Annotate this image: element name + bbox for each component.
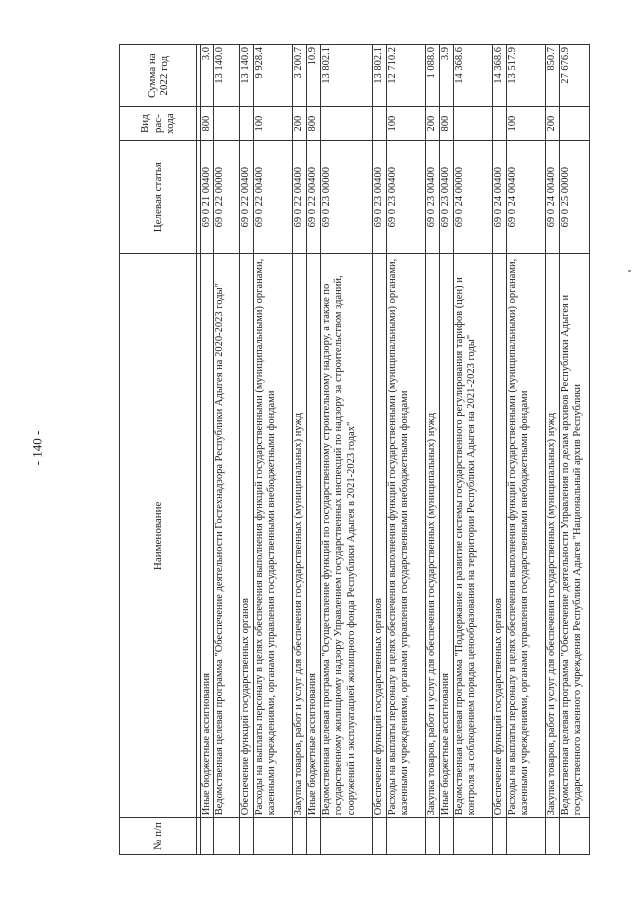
sum-cell: 3.9 bbox=[440, 45, 454, 107]
table-row bbox=[321, 45, 373, 855]
page-number: - 140 - bbox=[29, 430, 45, 466]
table-row bbox=[373, 45, 387, 855]
name-cell: Закупка товаров, работ и услуг для обеспечения государственных (муниципальных) нужд bbox=[546, 254, 560, 818]
header-code: Целевая статья bbox=[120, 140, 197, 254]
sum-cell: 9 928.4 bbox=[254, 45, 293, 107]
num-cell bbox=[507, 818, 546, 855]
header-type: Вид рас-хода bbox=[120, 107, 197, 140]
code-cell: 69 0 23 00400 bbox=[426, 140, 440, 254]
num-cell bbox=[293, 818, 307, 855]
code-cell: 69 0 22 00400 bbox=[293, 140, 307, 254]
type-cell: 800 bbox=[307, 107, 321, 140]
type-cell: 800 bbox=[440, 107, 454, 140]
name-cell: Обеспечение функций государственных органов bbox=[240, 254, 254, 818]
table-row bbox=[240, 45, 254, 855]
sum-cell: 27 676.9 bbox=[560, 45, 590, 107]
code-cell: 69 0 22 00000 bbox=[214, 140, 240, 254]
sum-cell: 12 710.2 bbox=[387, 45, 426, 107]
type-cell: 100 bbox=[254, 107, 293, 140]
code-cell: 69 0 25 00000 bbox=[560, 140, 590, 254]
rotated-page-content bbox=[119, 44, 584, 855]
table-row bbox=[440, 45, 454, 855]
num-cell bbox=[321, 818, 373, 855]
num-cell bbox=[307, 818, 321, 855]
table-row bbox=[254, 45, 293, 855]
code-cell: 69 0 24 00400 bbox=[546, 140, 560, 254]
num-cell bbox=[254, 818, 293, 855]
code-cell: 69 0 24 00400 bbox=[493, 140, 507, 254]
name-cell: Закупка товаров, работ и услуг для обеспечения государственных (муниципальных) нужд bbox=[293, 254, 307, 818]
code-cell: 69 0 22 00400 bbox=[307, 140, 321, 254]
num-cell bbox=[440, 818, 454, 855]
table-row bbox=[493, 45, 507, 855]
name-cell: Ведомственная целевая программа "Обеспечение деятельности Управления по делам архивов Республики Адыгея и государственного казенного учреждения Республики Адыгея "Национальный архив Республики bbox=[560, 254, 590, 818]
sum-cell: 14 368.6 bbox=[454, 45, 493, 107]
sum-cell: 10.9 bbox=[307, 45, 321, 107]
name-cell: Ведомственная целевая программа "Поддержание и развитие системы государственного регулирования тарифов (цен) и контроля за соблюдением порядка ценообразования на территории Республики Адыгея на 2021-2023 годы" bbox=[454, 254, 493, 818]
name-cell: Обеспечение функций государственных органов bbox=[493, 254, 507, 818]
type-cell: 100 bbox=[507, 107, 546, 140]
num-cell bbox=[546, 818, 560, 855]
type-cell: 200 bbox=[546, 107, 560, 140]
table-row bbox=[201, 45, 214, 855]
sum-cell: 850.7 bbox=[546, 45, 560, 107]
type-cell bbox=[321, 107, 373, 140]
num-cell bbox=[387, 818, 426, 855]
sum-cell: 13 802.1 bbox=[373, 45, 387, 107]
table-row bbox=[546, 45, 560, 855]
num-cell bbox=[493, 818, 507, 855]
table-row bbox=[293, 45, 307, 855]
table-row bbox=[387, 45, 426, 855]
budget-table bbox=[119, 44, 590, 855]
table-header-row bbox=[120, 45, 197, 855]
type-cell bbox=[240, 107, 254, 140]
code-cell: 69 0 23 00400 bbox=[387, 140, 426, 254]
code-cell: 69 0 21 00400 bbox=[201, 140, 214, 254]
name-cell: Расходы на выплаты персоналу в целях обеспечения выполнения функций государственными (муниципальными) органами, казенными учреждениями, органами управления государственными внебюджетными фондами bbox=[507, 254, 546, 818]
sum-cell: 1 088.0 bbox=[426, 45, 440, 107]
header-sum: Сумма на 2022 год bbox=[120, 45, 197, 107]
sum-cell: 3 200.7 bbox=[293, 45, 307, 107]
sum-cell: 14 368.6 bbox=[493, 45, 507, 107]
sum-cell: 13 517.9 bbox=[507, 45, 546, 107]
code-cell: 69 0 23 00400 bbox=[440, 140, 454, 254]
scan-artifact bbox=[628, 270, 631, 272]
type-cell bbox=[214, 107, 240, 140]
name-cell: Закупка товаров, работ и услуг для обеспечения государственных (муниципальных) нужд bbox=[426, 254, 440, 818]
num-cell bbox=[454, 818, 493, 855]
code-cell: 69 0 24 00000 bbox=[454, 140, 493, 254]
code-cell: 69 0 23 00400 bbox=[373, 140, 387, 254]
code-cell: 69 0 22 00400 bbox=[240, 140, 254, 254]
sum-cell: 13 140.0 bbox=[214, 45, 240, 107]
name-cell: Иные бюджетные ассигнования bbox=[201, 254, 214, 818]
budget-table-container bbox=[119, 44, 584, 855]
type-cell bbox=[454, 107, 493, 140]
type-cell bbox=[373, 107, 387, 140]
type-cell: 100 bbox=[387, 107, 426, 140]
type-cell: 800 bbox=[201, 107, 214, 140]
code-cell: 69 0 23 00000 bbox=[321, 140, 373, 254]
table-row bbox=[454, 45, 493, 855]
table-row bbox=[507, 45, 546, 855]
table-row bbox=[426, 45, 440, 855]
type-cell bbox=[493, 107, 507, 140]
num-cell bbox=[240, 818, 254, 855]
num-cell bbox=[214, 818, 240, 855]
num-cell bbox=[560, 818, 590, 855]
name-cell: Ведомственная целевая программа "Осуществление функций по государственному строительному надзору, а также по государственному жилищному надзору Управлением государственных инспекций по надзору за строительством зданий, сооружений и эксплуатацией жилищного фонда Республики Адыгея в 2021-2023 годах" bbox=[321, 254, 373, 818]
code-cell: 69 0 22 00400 bbox=[254, 140, 293, 254]
header-num: № п/п bbox=[120, 818, 197, 855]
num-cell bbox=[201, 818, 214, 855]
num-cell bbox=[373, 818, 387, 855]
name-cell: Иные бюджетные ассигнования bbox=[440, 254, 454, 818]
sum-cell: 13 140.0 bbox=[240, 45, 254, 107]
type-cell: 200 bbox=[293, 107, 307, 140]
code-cell: 69 0 24 00400 bbox=[507, 140, 546, 254]
sum-cell: 13 802.1 bbox=[321, 45, 373, 107]
name-cell: Расходы на выплаты персоналу в целях обеспечения выполнения функций государственными (муниципальными) органами, казенными учреждениями, органами управления государственными внебюджетными фондами bbox=[387, 254, 426, 818]
table-row bbox=[307, 45, 321, 855]
name-cell: Ведомственная целевая программа "Обеспечение деятельности Гостехнадзора Республики Адыгея на 2020-2023 годы" bbox=[214, 254, 240, 818]
name-cell: Расходы на выплаты персоналу в целях обеспечения выполнения функций государственными (муниципальными) органами, казенными учреждениями, органами управления государственными внебюджетными фондами bbox=[254, 254, 293, 818]
table-row bbox=[560, 45, 590, 855]
sum-cell: 3.0 bbox=[201, 45, 214, 107]
name-cell: Иные бюджетные ассигнования bbox=[307, 254, 321, 818]
header-name: Наименование bbox=[120, 254, 197, 818]
num-cell bbox=[426, 818, 440, 855]
table-row bbox=[214, 45, 240, 855]
type-cell: 200 bbox=[426, 107, 440, 140]
name-cell: Обеспечение функций государственных органов bbox=[373, 254, 387, 818]
type-cell bbox=[560, 107, 590, 140]
